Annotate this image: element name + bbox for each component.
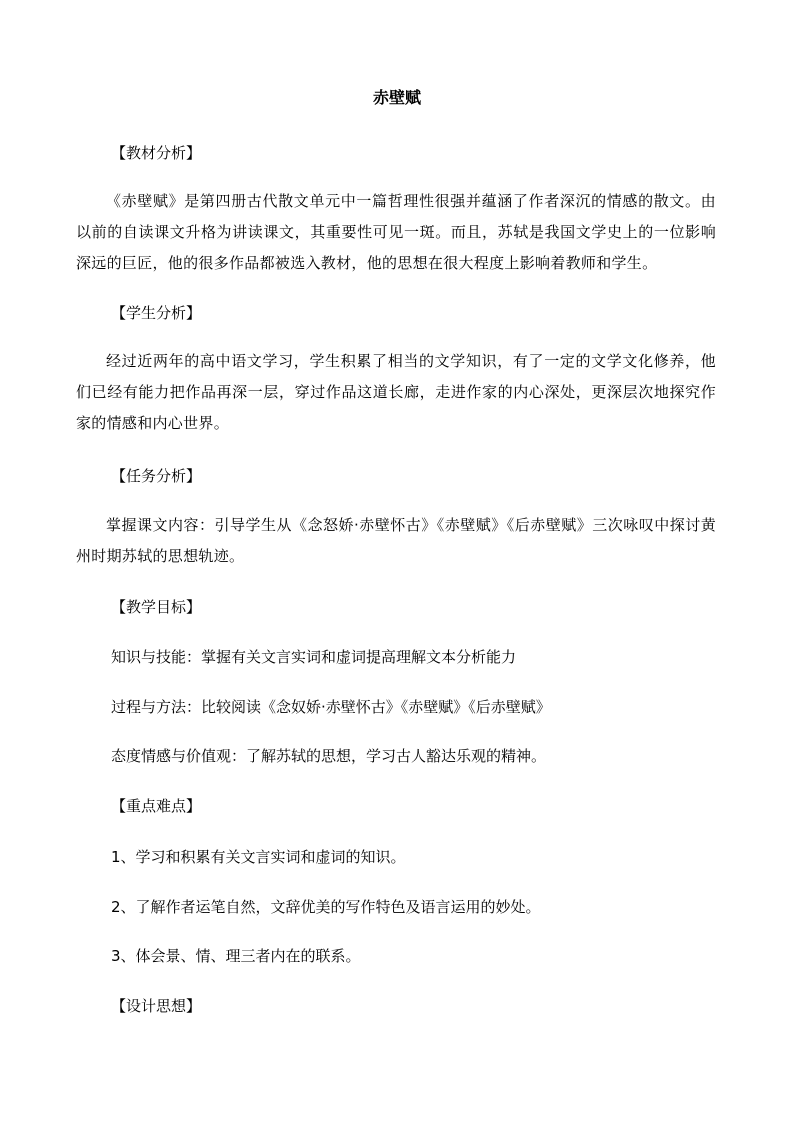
- document-title: 赤壁赋: [372, 88, 421, 107]
- paragraph-student-analysis: 经过近两年的高中语文学习，学生积累了相当的文学知识，有了一定的文学文化修养，他们已经有能力把作品再深一层，穿过作品这道长廊，走进作家的内心深处，更深层次地探究作家的情感和内心世界。: [76, 352, 716, 432]
- heading-textbook-analysis: 【教材分析】: [111, 144, 202, 162]
- heading-design-thoughts: 【设计思想】: [111, 997, 202, 1015]
- heading-teaching-goals: 【教学目标】: [111, 598, 202, 616]
- keypoint-item-2: 2、了解作者运笔自然，文辞优美的写作特色及语言运用的妙处。: [111, 898, 541, 916]
- heading-student-analysis: 【学生分析】: [111, 304, 202, 322]
- heading-task-analysis: 【任务分析】: [111, 467, 202, 485]
- paragraph-task-analysis: 掌握课文内容：引导学生从《念怒娇·赤壁怀古》《赤壁赋》《后赤壁赋》三次咏叹中探讨黄州时期苏轼的思想轨迹。: [76, 516, 716, 565]
- heading-key-difficulties: 【重点难点】: [111, 797, 202, 815]
- goal-attitude-values: 态度情感与价值观：了解苏轼的思想，学习古人豁达乐观的精神。: [111, 747, 547, 765]
- goal-process-method: 过程与方法：比较阅读《念奴娇·赤壁怀古》《赤壁赋》《后赤壁赋》: [111, 698, 551, 716]
- goal-knowledge-skills: 知识与技能：掌握有关文言实词和虚词提高理解文本分析能力: [111, 648, 517, 666]
- keypoint-item-1: 1、学习和积累有关文言实词和虚词的知识。: [111, 848, 406, 866]
- paragraph-textbook-analysis: 《赤壁赋》是第四册古代散文单元中一篇哲理性很强并蕴涵了作者深沉的情感的散文。由以前的自读课文升格为讲读课文，其重要性可见一斑。而且，苏轼是我国文学史上的一位影响深远的巨匠，他的很多作品都被选入教材，他的思想在很大程度上影响着教师和学生。: [76, 192, 716, 272]
- keypoint-item-3: 3、体会景、情、理三者内在的联系。: [111, 947, 361, 965]
